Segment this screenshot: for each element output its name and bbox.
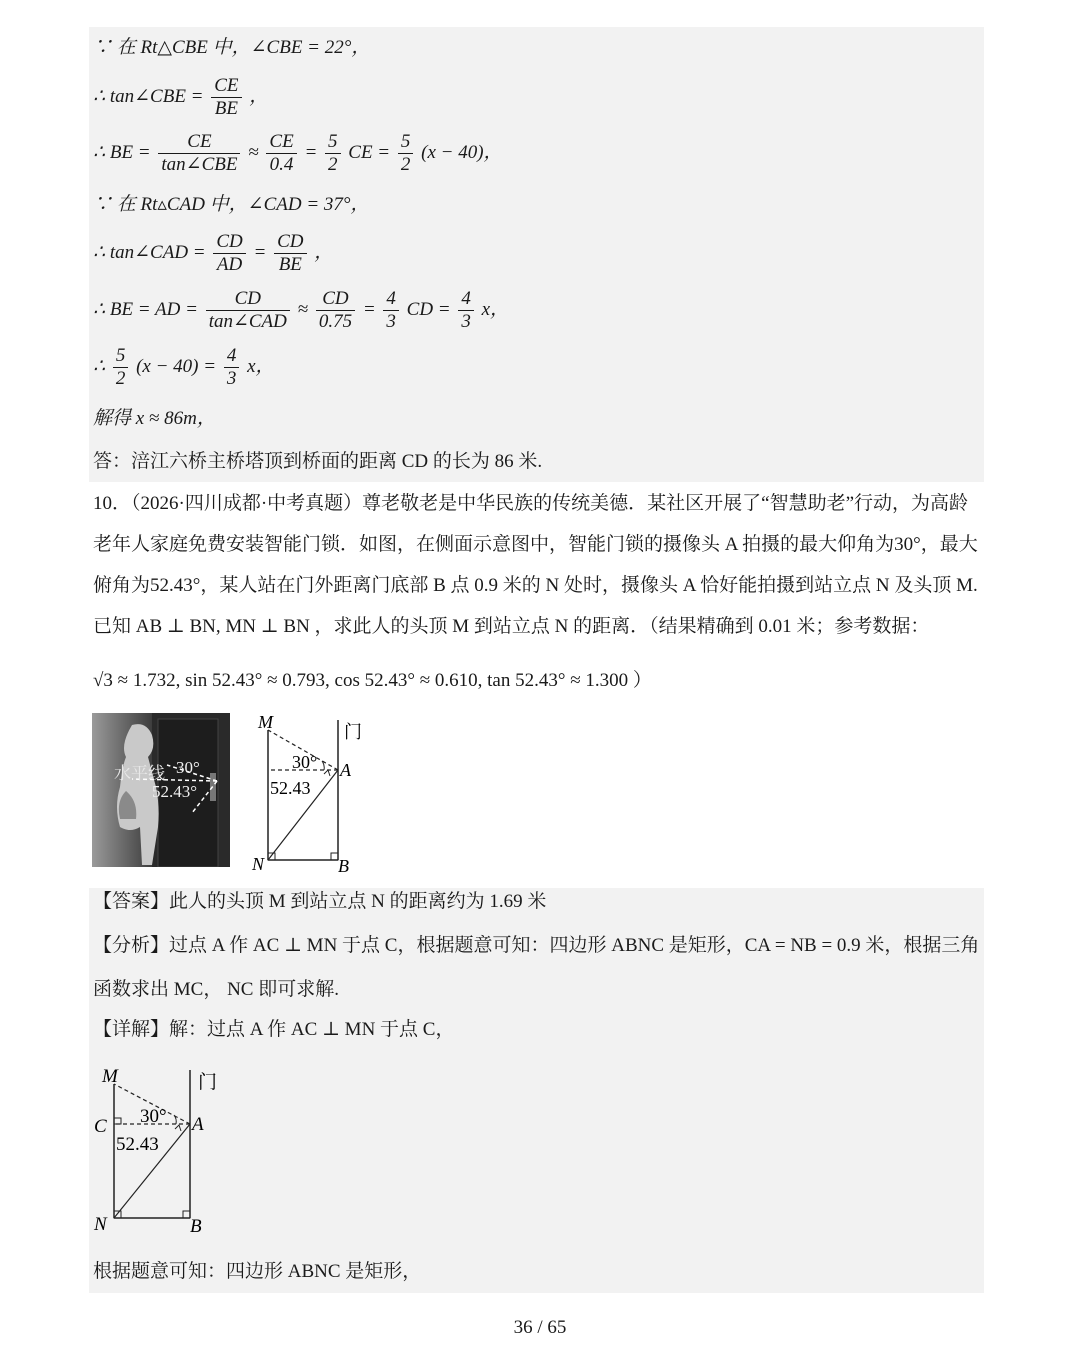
fraction: $\frac{CE}{BE}$ bbox=[211, 75, 241, 120]
solution-line-4: ∵ 在 Rt▵CAD 中，∠CAD = 37°， bbox=[93, 194, 370, 215]
photo-angle-up: 30° bbox=[176, 758, 200, 777]
label-M: M bbox=[258, 712, 273, 732]
solution-line-1: ∵ 在 Rt△CBE 中，∠CBE = 22°， bbox=[93, 37, 371, 58]
door-camera-photo bbox=[92, 713, 230, 867]
solution-line-2: ∴ tan∠CBE = $\frac{CE}{BE}$ ， bbox=[93, 75, 269, 119]
label-A-2: A bbox=[192, 1114, 204, 1135]
side-view-diagram bbox=[248, 712, 378, 874]
label-B: B bbox=[338, 856, 349, 874]
label-door: 门 bbox=[344, 722, 362, 742]
photo-angle-down: 52.43° bbox=[152, 782, 198, 801]
problem-10-reference-data: √3 ≈ 1.732, sin 52.43° ≈ 0.793, cos 52.43° ≈ 0.610, tan 52.43° ≈ 1.300 ） bbox=[93, 670, 652, 691]
analysis-paragraph: 【分析】过点 A 作 AC ⊥ MN 于点 C，根据题意可知：四边形 ABNC 是矩形，CA = NB = 0.9 米，根据三角函数求出 MC， NC 即可求解. bbox=[93, 935, 980, 1000]
solution-line-5: ∴ tan∠CAD = $\frac{CD}{AD}$ = $\frac{CD}{BE}$ ， bbox=[93, 231, 334, 275]
detail-line: 【详解】解：过点 A 作 AC ⊥ MN 于点 C， bbox=[93, 1019, 455, 1040]
photo-horizontal-label: 水平线 bbox=[114, 764, 165, 783]
label-door-2: 门 bbox=[198, 1072, 218, 1093]
conclusion-line: 根据题意可知：四边形 ABNC 是矩形， bbox=[93, 1261, 422, 1282]
solution-answer-line: 答：涪江六桥主桥塔顶到桥面的距离 CD 的长为 86 米. bbox=[93, 451, 543, 472]
page-number: 36 / 65 bbox=[513, 1317, 567, 1338]
label-A: A bbox=[340, 760, 351, 780]
answer-line: 【答案】此人的头顶 M 到站立点 N 的距离约为 1.69 米 bbox=[93, 891, 547, 912]
solution-line-7: ∴ $\frac{5}{2}$ (x − 40) = $\frac{4}{3}$ x， bbox=[93, 345, 275, 389]
label-N: N bbox=[252, 854, 265, 874]
solution-diagram bbox=[92, 1062, 232, 1240]
problem-10-text: 10．（2026·四川成都·中考真题）尊老敬老是中华民族的传统美德．某社区开展了“智慧助老”行动，为高龄老年人家庭免费安装智能门锁．如图，在侧面示意图中，智能门锁的摄像头 A 拍摄的最大仰角为30°，最大俯角为52.43°，某人站在门外距离门底部 B 点 0.9 米的 N 处时，摄像头 A 恰好能拍摄到站立点 N 及头顶 M. 已知 AB ⊥ BN, MN ⊥ BN ，求此人的头顶 M 到站立点 N 的距离．（结果精确到 0.01 米；参考数据： bbox=[93, 493, 978, 637]
solution-line-6: ∴ BE = AD = $\frac{CD}{\text{tan∠CAD}}$ ≈ $\frac{CD}{0.75}$ = $\frac{4}{3}$ CD = $\frac{4}{3}$ x， bbox=[93, 288, 510, 332]
solution-line-8: 解得 x ≈ 86m， bbox=[93, 408, 216, 429]
label-C: C bbox=[94, 1116, 107, 1137]
label-angle-up-2: 30° bbox=[140, 1106, 167, 1127]
solution-line-3: ∴ BE = $\frac{CE}{\text{tan∠CBE}}$ ≈ $\frac{CE}{0.4}$ = $\frac{5}{2}$ CE = $\frac{5}{2}$ (x − 40)， bbox=[93, 131, 503, 175]
label-angle-down-2: 52.43 bbox=[116, 1134, 159, 1155]
label-angle-down: 52.43 bbox=[270, 778, 311, 798]
label-B-2: B bbox=[190, 1216, 202, 1237]
label-angle-up: 30° bbox=[292, 752, 318, 772]
label-M-2: M bbox=[102, 1066, 118, 1087]
label-N-2: N bbox=[94, 1214, 107, 1235]
